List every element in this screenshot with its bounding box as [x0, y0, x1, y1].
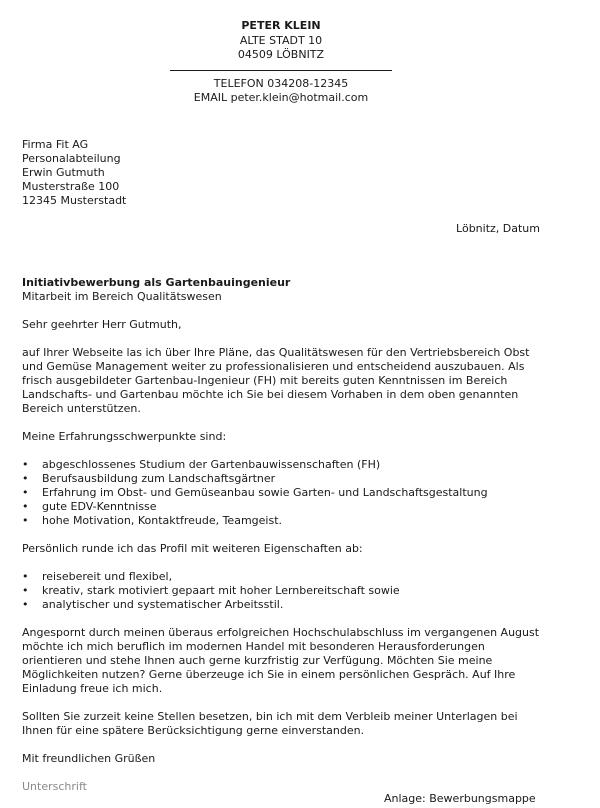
list-item: • kreativ, stark motiviert gepaart mit hoher Lernbereitschaft sowie [22, 584, 542, 598]
list-item: • hohe Motivation, Kontaktfreude, Teamgeist. [22, 514, 542, 528]
attachment-note: Anlage: Bewerbungsmappe [384, 792, 536, 805]
sender-name: PETER KLEIN [241, 19, 321, 32]
list-item: • Erfahrung im Obst- und Gemüseanbau sowie Garten- und Landschaftsgestaltung [22, 486, 542, 500]
focus-intro: Meine Erfahrungsschwerpunkte sind: [22, 430, 227, 443]
recipient-block [22, 138, 126, 208]
place-date: Löbnitz, Datum [456, 222, 540, 235]
subject-title: Initiativbewerbung als Gartenbauingenieur [22, 276, 291, 289]
recipient-company: Firma Fit AG [22, 138, 89, 151]
focus-list [22, 458, 542, 528]
salutation: Sehr geehrter Herr Gutmuth, [22, 318, 182, 331]
recipient-street: Musterstraße 100 [22, 180, 120, 193]
list-item: • gute EDV-Kenntnisse [22, 500, 542, 514]
signature: Unterschrift [22, 780, 87, 793]
sender-divider [170, 70, 392, 71]
profile-list [22, 570, 542, 612]
intro-paragraph: auf Ihrer Webseite las ich über Ihre Pläne, das Qualitätswesen für den Vertriebsbereich Obst und Gemüse Management weiter zu professionalisieren und entscheidend auszubauen. Als frisch ausgebildeter Gartenbau-Ingenieur (FH) mit bereits guten Kenntnissen im Bereich Landschafts- und Gartenbau möchte ich Sie bei diesem Vorhaben in dem oben genannten Bereich unterstützen. [22, 346, 530, 415]
sender-street: ALTE STADT 10 [239, 33, 323, 47]
list-item: • reisebereit und flexibel, [22, 570, 542, 584]
sender-city: 04509 LÖBNITZ [237, 48, 325, 61]
recipient-city: 12345 Musterstadt [22, 194, 127, 207]
list-item: • abgeschlossenes Studium der Gartenbauwissenschaften (FH) [22, 458, 542, 472]
greeting: Mit freundlichen Grüßen [22, 752, 156, 765]
sender-phone: TELEFON 034208-12345 [213, 76, 349, 90]
recipient-department: Personalabteilung [22, 152, 121, 165]
profile-intro: Persönlich runde ich das Profil mit weiteren Eigenschaften ab: [22, 542, 363, 555]
list-item: • Berufsausbildung zum Landschaftsgärtner [22, 472, 542, 486]
sender-block [0, 19, 562, 106]
sender-email: EMAIL peter.klein@hotmail.com [193, 91, 369, 104]
subject-subtitle: Mitarbeit im Bereich Qualitätswesen [22, 290, 222, 303]
closing-paragraph: Sollten Sie zurzeit keine Stellen besetzen, bin ich mit dem Verbleib meiner Unterlagen bei Ihnen für eine spätere Berücksichtigung gerne einverstanden. [22, 710, 518, 737]
subject-block [22, 276, 542, 304]
letter-body [22, 276, 542, 808]
recipient-person: Erwin Gutmuth [22, 166, 105, 179]
list-item: • analytischer und systematischer Arbeitsstil. [22, 598, 542, 612]
motivation-paragraph: Angespornt durch meinen überaus erfolgreichen Hochschulabschluss im vergangenen August möchte ich mich beruflich im modernen Handel mit besonderen Herausforderungen orientieren und stehe Ihnen auch gerne kurzfristig zur Verfügung. Möchten Sie meine Möglichkeiten nutzen? Gerne überzeuge ich Sie in einem persönlichen Gespräch. Auf Ihre Einladung freue ich mich. [22, 626, 540, 695]
